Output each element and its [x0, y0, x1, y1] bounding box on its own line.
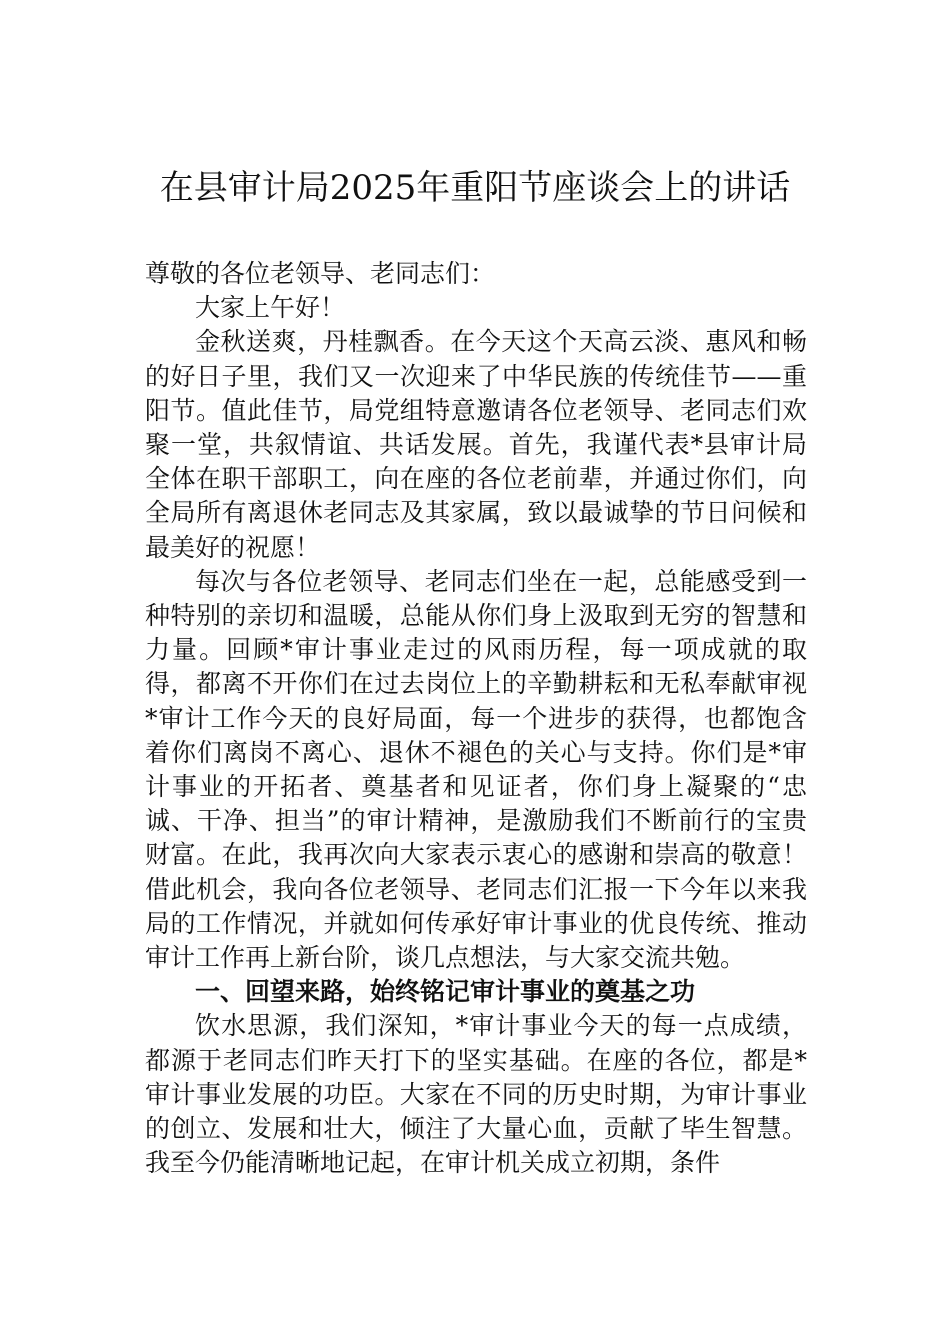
body-paragraph: 金秋送爽，丹桂飘香。在今天这个天高云淡、惠风和畅的好日子里，我们又一次迎来了中华民族的传统佳节——重阳节。值此佳节，局党组特意邀请各位老领导、老同志们欢聚一堂，共叙情谊、共话发展。首先，我谨代表*县审计局全体在职干部职工，向在座的各位老前辈，并通过你们，向全局所有离退休老同志及其家属，致以最诚挚的节日问候和最美好的祝愿！ [145, 327, 807, 562]
document-body [145, 257, 807, 1180]
body-paragraph: 每次与各位老领导、老同志们坐在一起，总能感受到一种特别的亲切和温暖，总能从你们身上汲取到无穷的智慧和力量。回顾*审计事业走过的风雨历程，每一项成就的取得，都离不开你们在过去岗位上的辛勤耕耘和无私奉献审视*审计工作今天的良好局面，每一个进步的获得，也都饱含着你们离岗不离心、退休不褪色的关心与支持。你们是*审计事业的开拓者、奠基者和见证者，你们身上凝聚的“忠诚、干净、担当”的审计精神，是激励我们不断前行的宝贵财富。在此，我再次向大家表示衷心的感谢和崇高的敬意！借此机会，我向各位老领导、老同志们汇报一下今年以来我局的工作情况，并就如何传承好审计事业的优良传统、推动审计工作再上新台阶，谈几点想法，与大家交流共勉。 [145, 566, 807, 973]
greeting: 大家上午好！ [195, 293, 346, 323]
section-paragraph: 饮水思源，我们深知，*审计事业今天的每一点成绩，都源于老同志们昨天打下的坚实基础。在座的各位，都是*审计事业发展的功臣。大家在不同的历史时期，为审计事业的创立、发展和壮大，倾注了大量心血，贡献了毕生智慧。我至今仍能清晰地记起，在审计机关成立初期，条件 [145, 1011, 807, 1178]
document-title: 在县审计局2025年重阳节座谈会上的讲话 [159, 168, 791, 208]
salutation: 尊敬的各位老领导、老同志们： [145, 259, 496, 288]
section-heading: 一、回望来路，始终铭记审计事业的奠基之功 [195, 977, 696, 1007]
